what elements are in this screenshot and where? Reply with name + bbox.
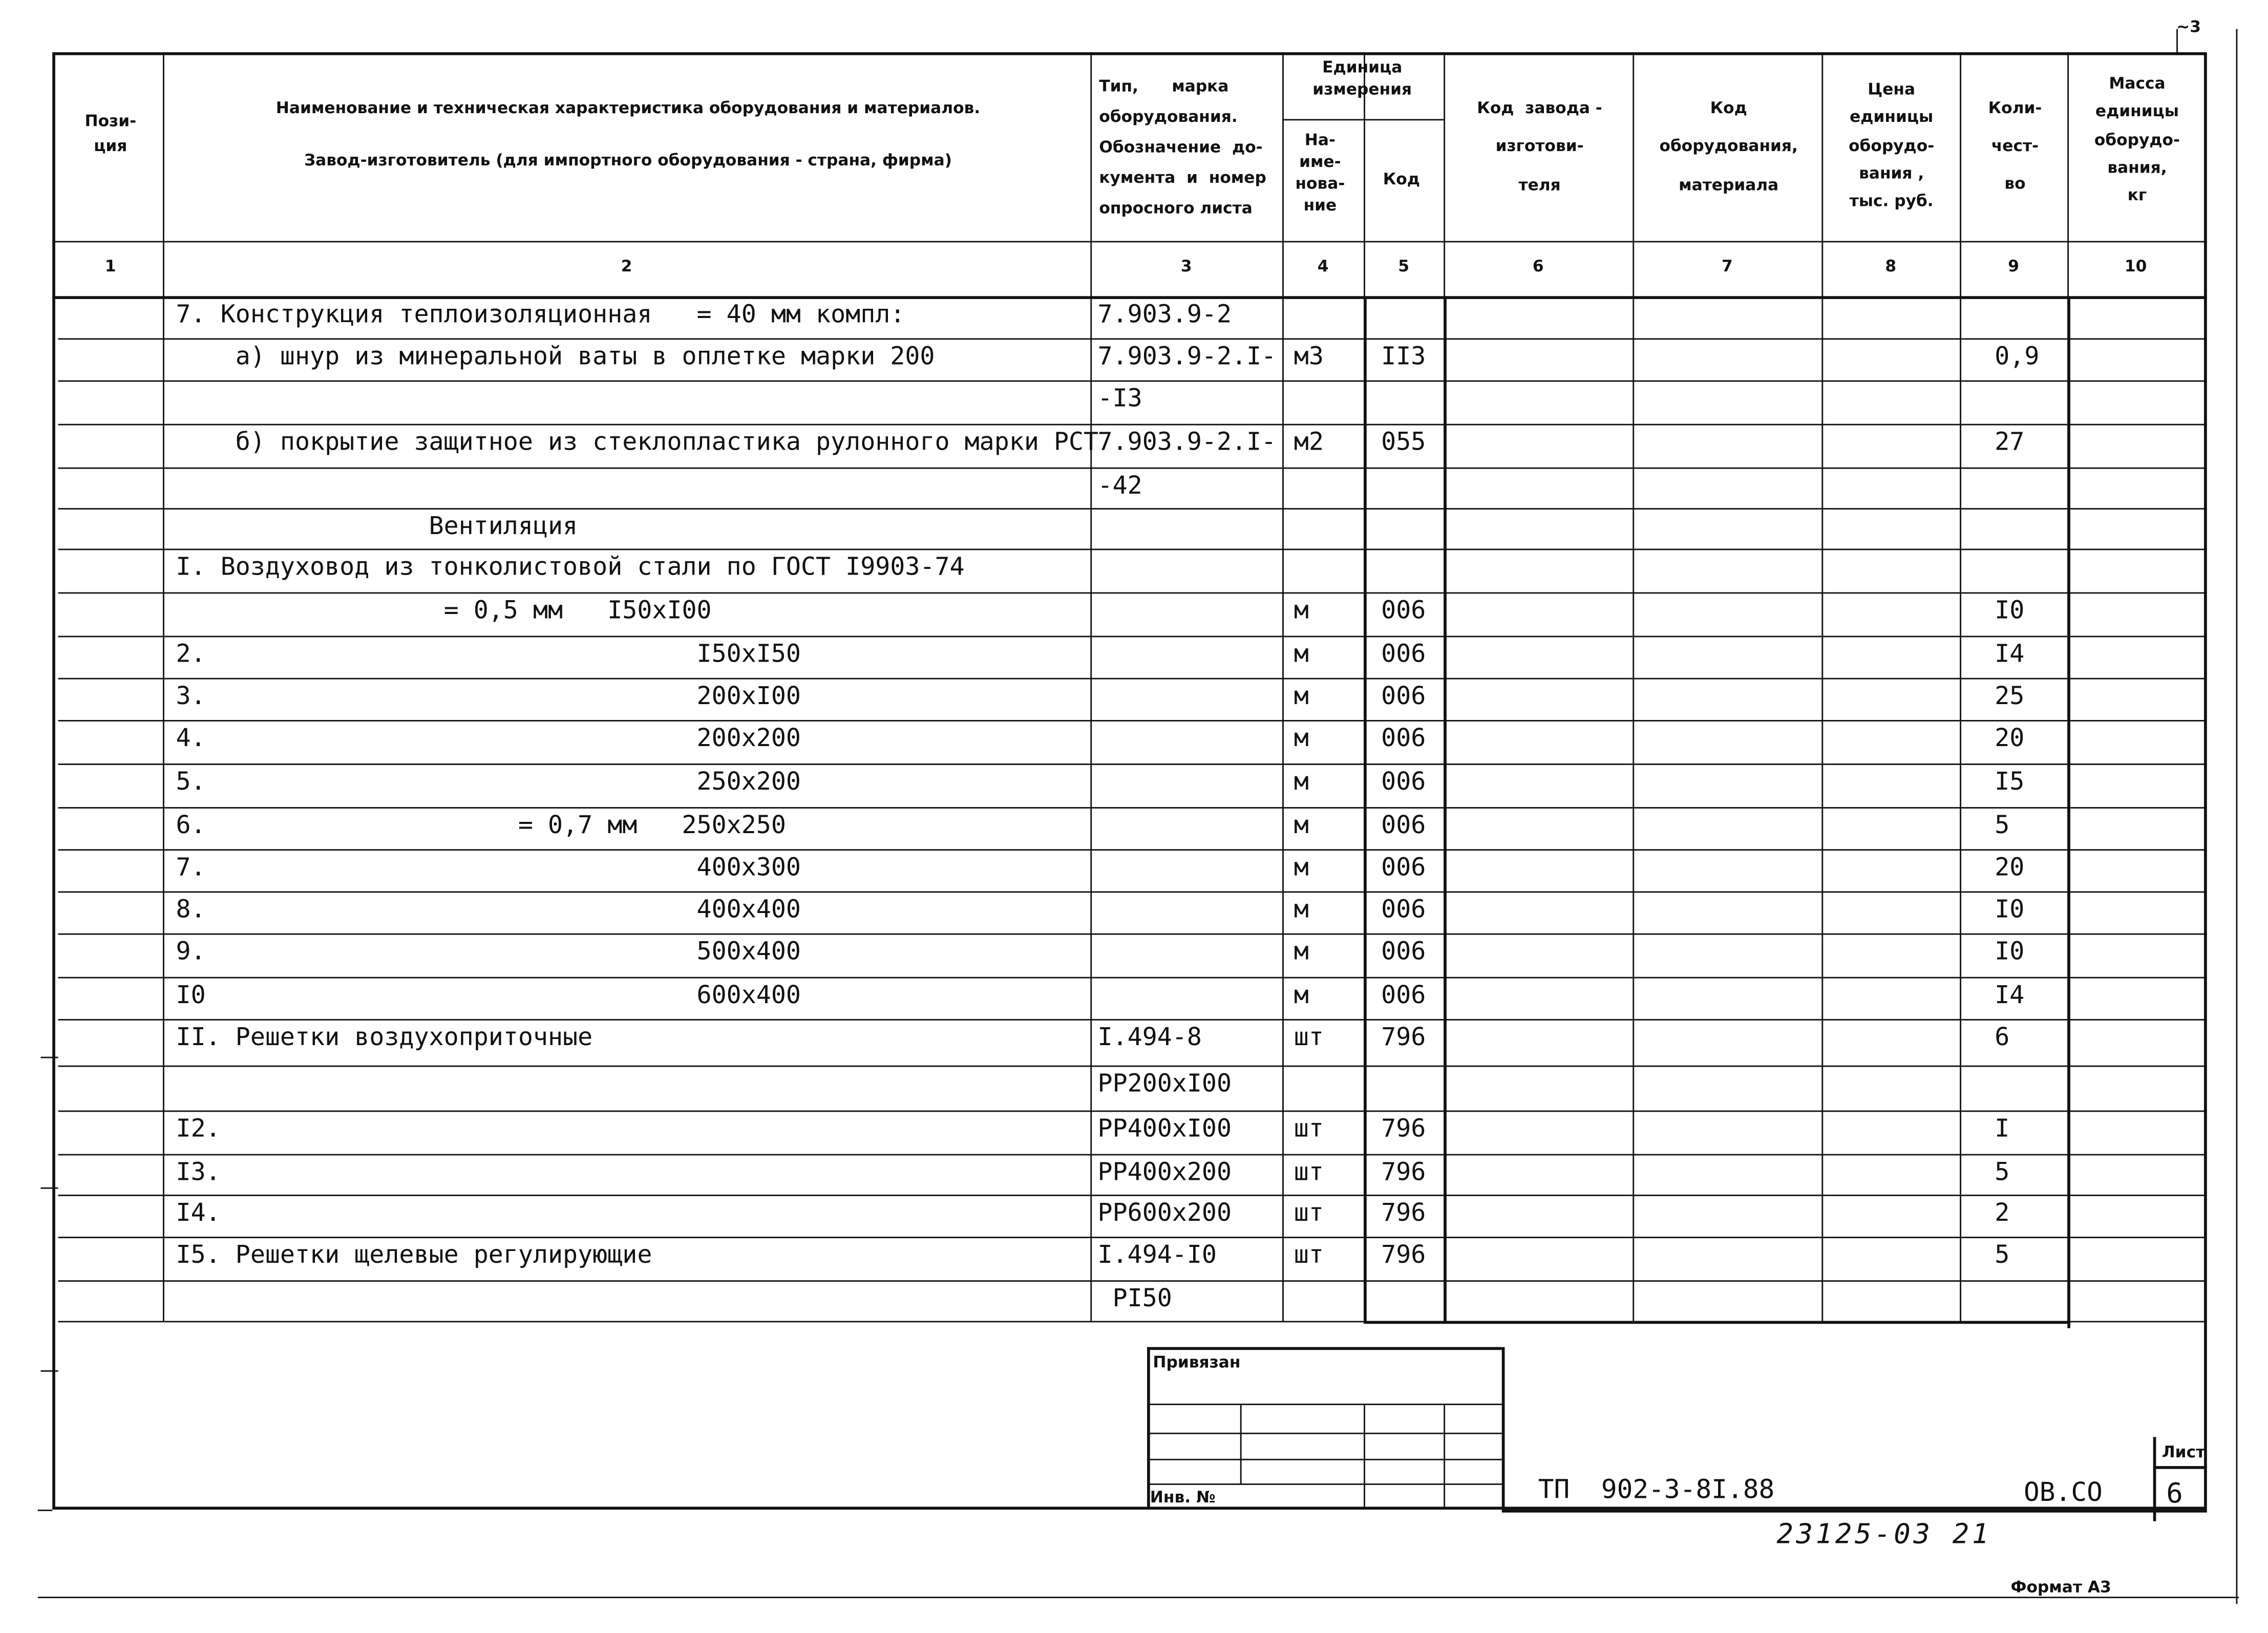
item-type: РР400xI00 <box>1097 1115 1232 1144</box>
item-unit: м <box>1294 640 1309 669</box>
item-name: 5. 250x200 <box>176 768 801 797</box>
item-quantity: 6 <box>1995 1023 2010 1053</box>
item-type: РР400x200 <box>1097 1158 1232 1187</box>
item-code: 006 <box>1381 768 1426 797</box>
header-unit-group: Единица измерения <box>1312 58 1412 99</box>
stamp-line <box>1147 1404 1502 1405</box>
row-line <box>58 549 2207 550</box>
item-type: 7.903.9-2.I- <box>1097 428 1277 457</box>
item-code: 796 <box>1381 1023 1426 1053</box>
header-type: Тип, марка оборудования. Обозначение до- кумента и номер опросного листа <box>1099 77 1266 217</box>
item-quantity: 20 <box>1995 853 2025 883</box>
item-name: 2. I50xI50 <box>176 640 801 669</box>
item-code: 006 <box>1381 981 1426 1010</box>
row-line <box>58 1111 2207 1112</box>
item-quantity: 5 <box>1995 1241 2010 1270</box>
item-name: I2. <box>176 1115 221 1144</box>
item-code: 006 <box>1381 811 1426 841</box>
right-edge-line <box>2236 29 2238 1604</box>
item-unit: м <box>1294 938 1309 967</box>
row-line <box>58 338 2207 340</box>
item-name: 7. 400x300 <box>176 853 801 883</box>
stamp-line <box>1502 1347 1505 1510</box>
column-line <box>1821 52 1823 1321</box>
item-name: I5. Решетки щелевые регулирующие <box>176 1241 652 1270</box>
item-code: 796 <box>1381 1158 1426 1187</box>
item-name: 9. 500x400 <box>176 938 801 967</box>
item-unit: м <box>1294 768 1309 797</box>
item-code: II3 <box>1381 342 1426 372</box>
item-quantity: 25 <box>1995 682 2025 711</box>
item-name: I. Воздуховод из тонколистовой стали по ГОСТ I9903-74 <box>176 553 965 582</box>
item-unit: шт <box>1294 1115 1324 1144</box>
column-line <box>1282 52 1284 1321</box>
row-line <box>58 1195 2207 1196</box>
corner-mark: ~3 <box>2176 17 2201 36</box>
item-type: -I3 <box>1097 385 1142 414</box>
item-unit: м <box>1294 981 1309 1010</box>
column-number: 3 <box>1180 257 1192 276</box>
stamp-line <box>1147 1433 1502 1434</box>
column-number: 4 <box>1317 257 1329 276</box>
thick-column-line <box>2067 296 2070 1328</box>
item-name: 3. 200xI00 <box>176 682 801 711</box>
header-position: Пози- ция <box>84 112 137 156</box>
item-type: РР600x200 <box>1097 1199 1232 1228</box>
row-line <box>58 764 2207 765</box>
column-number: 5 <box>1398 257 1410 276</box>
thick-bottom-line <box>1364 1321 2070 1324</box>
item-name: 6. = 0,7 мм 250x250 <box>176 811 786 841</box>
stamp-line <box>1364 1404 1365 1510</box>
item-code: 006 <box>1381 640 1426 669</box>
row-line <box>58 891 2207 893</box>
stamp-line <box>1502 1510 2207 1513</box>
item-unit: м <box>1294 724 1309 754</box>
item-quantity: I0 <box>1995 895 2025 925</box>
thick-column-line <box>1364 296 1367 1321</box>
item-quantity: I <box>1995 1115 2010 1144</box>
item-code: 796 <box>1381 1199 1426 1228</box>
item-quantity: 5 <box>1995 1158 2010 1187</box>
item-unit: м <box>1294 895 1309 925</box>
item-unit: шт <box>1294 1023 1324 1053</box>
item-code: 006 <box>1381 724 1426 754</box>
stamp-line <box>1240 1404 1242 1483</box>
header-name-line2: Завод-изготовитель (для импортного оборудования - страна, фирма) <box>304 151 952 170</box>
column-number: 2 <box>621 257 632 276</box>
item-quantity: I0 <box>1995 597 2025 626</box>
item-code: 006 <box>1381 597 1426 626</box>
item-code: 796 <box>1381 1115 1426 1144</box>
row-line <box>58 1066 2207 1067</box>
column-number: 10 <box>2124 257 2147 276</box>
item-type: 7.903.9-2.I- <box>1097 342 1277 372</box>
row-line <box>58 424 2207 426</box>
item-name: 7. Конструкция теплоизоляционная = 40 мм компл: <box>176 300 905 330</box>
section-code: ОВ.СО <box>2024 1477 2103 1509</box>
item-name: а) шнур из минеральной ваты в оплетке марки 200 <box>176 342 935 372</box>
header-mass: Масса единицы оборудо- вания, кг <box>2094 74 2180 205</box>
header-price: Цена единицы оборудо- вания , тыс. руб. <box>1849 79 1935 211</box>
header-unit-code: Код <box>1383 169 1421 189</box>
row-line <box>58 592 2207 594</box>
bottom-edge-line <box>38 1597 2239 1598</box>
header-bottom-line <box>52 241 2207 243</box>
item-code: 796 <box>1381 1241 1426 1270</box>
header-quantity: Коли- чест- во <box>1988 98 2042 193</box>
item-type: I.494-8 <box>1097 1023 1202 1053</box>
thick-column-line <box>1444 296 1447 1321</box>
row-line <box>58 678 2207 680</box>
item-quantity: 20 <box>1995 724 2025 754</box>
inventory-label: Инв. № <box>1150 1488 1216 1507</box>
stamp-line <box>1444 1404 1445 1510</box>
item-quantity: 2 <box>1995 1199 2010 1228</box>
header-name-line1: Наименование и техническая характеристика оборудования и материалов. <box>275 98 981 118</box>
margin-tick <box>40 1057 58 1058</box>
row-line <box>58 636 2207 638</box>
item-code: 006 <box>1381 853 1426 883</box>
stamp-line <box>2153 1437 2156 1521</box>
item-type: РР200xI00 <box>1097 1070 1232 1099</box>
margin-tick <box>40 1187 58 1189</box>
column-line <box>2204 52 2206 1321</box>
item-name: 4. 200x200 <box>176 724 801 754</box>
number-row-bottom-line <box>52 296 2207 299</box>
row-line <box>58 1280 2207 1282</box>
row-line <box>58 380 2207 382</box>
header-factory-code: Код завода - изготови- теля <box>1477 98 1602 195</box>
item-type: РI50 <box>1097 1284 1172 1314</box>
column-line <box>163 52 164 1321</box>
unit-group-line <box>1282 119 1444 120</box>
row-line <box>58 508 2207 510</box>
item-unit: м2 <box>1294 428 1324 457</box>
item-unit: шт <box>1294 1241 1324 1270</box>
row-line <box>58 720 2207 722</box>
row-line <box>58 1237 2207 1238</box>
item-unit: м <box>1294 811 1309 841</box>
item-code: 055 <box>1381 428 1426 457</box>
item-type: I.494-I0 <box>1097 1241 1217 1270</box>
item-name: I4. <box>176 1199 221 1228</box>
item-name: I3. <box>176 1158 221 1187</box>
item-quantity: I4 <box>1995 640 2025 669</box>
item-quantity: 27 <box>1995 428 2025 457</box>
bottom-tick <box>38 1510 52 1511</box>
item-quantity: I0 <box>1995 938 2025 967</box>
item-quantity: I4 <box>1995 981 2025 1010</box>
column-line <box>1633 52 1634 1321</box>
sheet-number: 6 <box>2166 1477 2183 1510</box>
column-number: 9 <box>2008 257 2020 276</box>
item-code: 006 <box>1381 938 1426 967</box>
item-unit: м <box>1294 597 1309 626</box>
item-unit: м <box>1294 682 1309 711</box>
sheet-label: Лист <box>2161 1443 2206 1462</box>
header-unit-name: На- име- нова- ние <box>1295 131 1345 215</box>
header-equipment-code: Код оборудования, материала <box>1659 98 1798 195</box>
column-number: 1 <box>104 257 116 276</box>
item-type: 7.903.9-2 <box>1097 300 1232 330</box>
document-code: ТП 902-3-8I.88 <box>1538 1475 1775 1505</box>
item-type: -42 <box>1097 472 1142 501</box>
row-line <box>58 977 2207 979</box>
column-line <box>1090 52 1092 1321</box>
stamp-line <box>2153 1466 2207 1469</box>
item-name: б) покрытие защитное из стеклопластика рулонного марки РСТ <box>176 428 1099 457</box>
item-name: Вентиляция <box>176 512 578 542</box>
margin-tick <box>40 1370 58 1372</box>
row-line <box>58 1019 2207 1021</box>
item-unit: шт <box>1294 1199 1324 1228</box>
item-name: I0 600x400 <box>176 981 801 1010</box>
stamp-line <box>1147 1459 1502 1460</box>
column-number: 6 <box>1532 257 1544 276</box>
item-quantity: 5 <box>1995 811 2010 841</box>
item-code: 006 <box>1381 895 1426 925</box>
stamp-line <box>1147 1483 1502 1485</box>
row-line <box>58 468 2207 469</box>
column-line <box>1960 52 1961 1321</box>
item-unit: м3 <box>1294 342 1324 372</box>
handwritten-number: 23125-03 21 <box>1776 1518 1992 1551</box>
stamp-line <box>1147 1347 1502 1350</box>
row-line <box>58 849 2207 851</box>
item-code: 006 <box>1381 682 1426 711</box>
row-line <box>58 1154 2207 1156</box>
item-name: II. Решетки воздухоприточные <box>176 1023 593 1053</box>
row-line <box>58 807 2207 809</box>
column-number: 8 <box>1885 257 1897 276</box>
item-name: 8. 400x400 <box>176 895 801 925</box>
format-label: Формат А3 <box>2010 1578 2111 1597</box>
item-quantity: 0,9 <box>1995 342 2040 372</box>
item-unit: шт <box>1294 1158 1324 1187</box>
bound-label: Привязан <box>1153 1352 1241 1372</box>
item-unit: м <box>1294 853 1309 883</box>
row-line <box>58 934 2207 935</box>
item-quantity: I5 <box>1995 768 2025 797</box>
column-number: 7 <box>1721 257 1733 276</box>
stamp-line <box>1147 1347 1150 1510</box>
item-name: = 0,5 мм I50xI00 <box>176 597 712 626</box>
